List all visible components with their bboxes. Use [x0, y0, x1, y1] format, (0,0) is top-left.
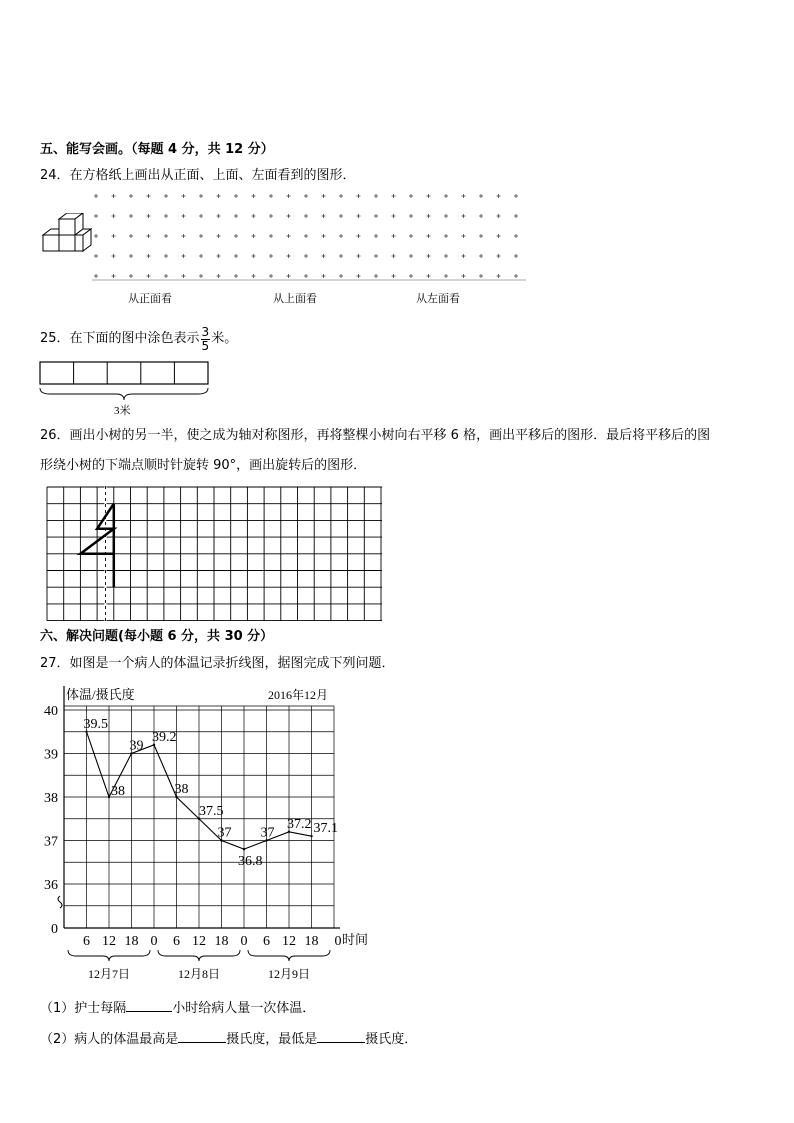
data-label: 37.2 [287, 816, 312, 832]
data-point [108, 796, 110, 798]
q27-sub2 [40, 1030, 417, 1048]
y-tick-label: 40 [44, 704, 58, 719]
y-tick-label: 36 [44, 878, 58, 893]
data-label: 37 [260, 825, 275, 841]
data-label: 37.5 [199, 803, 224, 819]
data-point [310, 835, 312, 837]
q24-text: 24．在方格纸上画出从正面、上面、左面看到的图形． [40, 168, 356, 183]
data-label: 39 [129, 738, 144, 754]
date-group-label: 12月7日 [87, 967, 131, 981]
q25-text-after: 米。 [211, 331, 238, 346]
cube-figure [40, 213, 92, 257]
x-tick-label: 0 [334, 934, 342, 949]
section5-title: 五、能写会画。（每题 4 分，共 12 分） [40, 142, 274, 157]
q27-sub1 [40, 999, 315, 1017]
date-brace [68, 950, 150, 961]
q26-line2: 形绕小树的下端点顺时针旋转 90°，画出旋转后的图形． [40, 458, 367, 473]
data-point [243, 848, 245, 850]
caption-left-view: 从左面看 [416, 293, 460, 305]
q25-text [40, 321, 237, 357]
answer-blank-min[interactable] [317, 1030, 365, 1043]
y-tick-label: 0 [51, 922, 58, 937]
q27-sub2-before: （2）病人的体温最高是 [40, 1032, 179, 1047]
dot-grid-paper[interactable] [90, 192, 530, 282]
q27-text: 27．如图是一个病人的体温记录折线图，据图完成下列问题． [40, 656, 395, 671]
axis-break [58, 896, 62, 908]
x-tick-label: 6 [173, 934, 180, 949]
y-tick-label: 39 [44, 747, 58, 763]
date-brace [248, 950, 330, 961]
x-tick-label: 12 [192, 934, 206, 949]
section6-title: 六、解决问题(每小题 6 分，共 30 分） [40, 629, 274, 644]
data-label: 39.5 [83, 716, 108, 732]
x-tick-label: 12 [282, 934, 296, 949]
y-tick-label: 37 [44, 834, 58, 850]
q25-bar[interactable] [38, 360, 213, 402]
q26-line1: 26．画出小树的另一半，使之成为轴对称图形，再将整棵小树向右平移 6 格，画出平移后的图形．最后将平移后的图 [40, 428, 711, 443]
q27-sub1-before: （1）护士每隔 [40, 1001, 127, 1016]
data-label: 38 [111, 784, 125, 799]
x-tick-label: 18 [304, 934, 319, 949]
x-tick-label: 0 [240, 934, 248, 949]
data-label: 39.2 [152, 729, 177, 745]
answer-blank-interval[interactable] [126, 999, 172, 1012]
tree-grid[interactable] [46, 486, 382, 622]
bar-length-label: 3米 [114, 405, 131, 417]
q25-text-before: 25．在下面的图中涂色表示 [40, 331, 200, 346]
x-tick-label: 18 [214, 934, 229, 949]
fraction-denominator: 5 [201, 338, 210, 353]
x-tick-label: 6 [83, 934, 90, 949]
caption-top-view: 从上面看 [273, 293, 317, 305]
data-label: 36.8 [238, 854, 263, 870]
x-tick-label: 18 [124, 934, 139, 949]
x-tick-label: 6 [263, 934, 270, 949]
data-label: 37 [217, 825, 232, 841]
fraction-numerator: 3 [201, 324, 210, 339]
caption-front-view: 从正面看 [128, 293, 172, 305]
date-brace [158, 950, 240, 961]
temperature-line-chart [38, 682, 378, 988]
chart-xlabel: 时间 [342, 932, 369, 947]
answer-blank-max[interactable] [178, 1030, 226, 1043]
chart-title: 2016年12月 [268, 688, 329, 702]
x-tick-label: 12 [102, 934, 116, 949]
fraction-three-fifths [201, 326, 211, 353]
x-tick-label: 0 [150, 934, 158, 949]
q27-sub2-mid: 摄氏度，最低是 [226, 1032, 318, 1047]
date-group-label: 12月8日 [177, 967, 221, 981]
q27-sub2-after: 摄氏度． [365, 1032, 418, 1047]
chart-ylabel: 体温/摄氏度 [66, 687, 135, 702]
data-label: 38 [174, 782, 189, 797]
data-label: 37.1 [313, 821, 338, 837]
date-group-label: 12月9日 [267, 967, 311, 981]
y-tick-label: 38 [44, 791, 58, 806]
q27-sub1-after: 小时给病人量一次体温． [172, 1001, 316, 1016]
